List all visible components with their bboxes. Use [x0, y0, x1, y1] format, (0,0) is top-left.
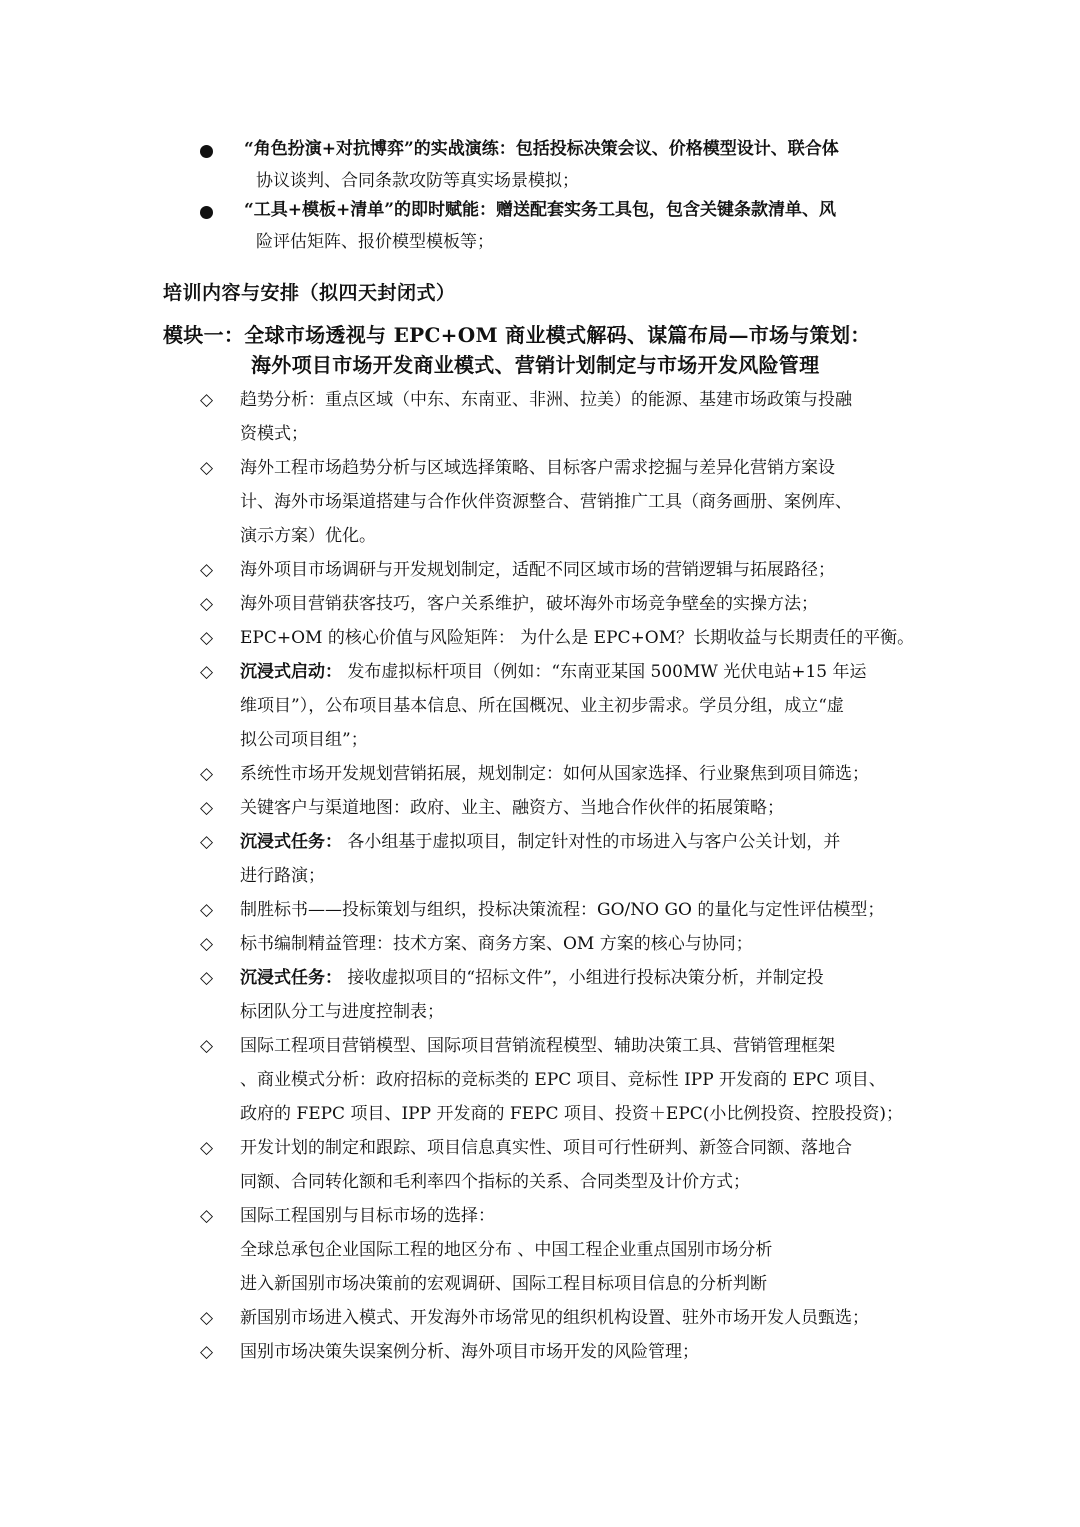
list-item	[200, 1199, 920, 1301]
item-line: 国际工程国别与目标市场的选择：	[240, 1206, 495, 1226]
diamond-bullet-icon: ◇	[200, 628, 214, 648]
diamond-bullet-icon: ◇	[200, 594, 214, 614]
item-line: 趋势分析：重点区域（中东、东南亚、非洲、拉美）的能源、基建市场政策与投融	[240, 390, 852, 410]
item-line: 制胜标书——投标策划与组织，投标决策流程：GO/NO GO 的量化与定性评估模型；	[240, 900, 885, 920]
module-title-line1: 模块一：全球市场透视与 EPC+OM 商业模式解码、谋篇布局—市场与策划：	[163, 323, 871, 347]
item-line: 拟公司项目组”；	[240, 730, 368, 750]
top-bullet-1	[200, 133, 920, 197]
list-item	[200, 451, 920, 553]
diamond-bullet-icon: ◇	[200, 764, 214, 784]
diamond-bullet-icon: ◇	[200, 934, 214, 954]
item-line: 系统性市场开发规划营销拓展，规划制定：如何从国家选择、行业聚焦到项目筛选；	[240, 764, 869, 784]
item-line: 国别市场决策失误案例分析、海外项目市场开发的风险管理；	[240, 1342, 699, 1362]
diamond-bullet-icon: ◇	[200, 1308, 214, 1328]
bullet-dot-icon	[200, 206, 213, 219]
item-line: 资模式；	[240, 424, 308, 444]
item-line: 政府的 FEPC 项目、IPP 开发商的 FEPC 项目、投资＋EPC(小比例投资、控股投资)；	[240, 1104, 904, 1124]
module-item-list	[200, 383, 920, 1369]
item-line: 海外工程市场趋势分析与区域选择策略、目标客户需求挖掘与差异化营销方案设	[240, 458, 835, 478]
list-item	[200, 1301, 920, 1335]
diamond-bullet-icon: ◇	[200, 662, 214, 682]
diamond-bullet-icon: ◇	[200, 1342, 214, 1362]
diamond-bullet-icon: ◇	[200, 390, 214, 410]
list-item	[200, 825, 920, 893]
item-lead: 沉浸式启动：	[240, 662, 342, 682]
item-line: 国际工程项目营销模型、国际项目营销流程模型、辅助决策工具、营销管理框架	[240, 1036, 835, 1056]
diamond-bullet-icon: ◇	[200, 1206, 214, 1226]
item-line: 新国别市场进入模式、开发海外市场常见的组织机构设置、驻外市场开发人员甄选；	[240, 1308, 869, 1328]
item-line: 进行路演；	[240, 866, 325, 886]
list-item	[200, 1029, 920, 1131]
item-line: 进入新国别市场决策前的宏观调研、国际工程目标项目信息的分析判断	[240, 1274, 767, 1294]
bullet-line: “工具+模板+清单”的即时赋能：赠送配套实务工具包，包含关键条款清单、风	[244, 200, 837, 220]
diamond-bullet-icon: ◇	[200, 832, 214, 852]
list-item	[200, 621, 920, 655]
list-item	[200, 893, 920, 927]
diamond-bullet-icon: ◇	[200, 560, 214, 580]
list-item	[200, 757, 920, 791]
bullet-line: 险评估矩阵、报价模型模板等；	[256, 232, 494, 252]
item-line: 、商业模式分析：政府招标的竞标类的 EPC 项目、竞标性 IPP 开发商的 EPC 项目、	[240, 1070, 886, 1090]
item-line: 计、海外市场渠道搭建与合作伙伴资源整合、营销推广工具（商务画册、案例库、	[240, 492, 852, 512]
item-line: 沉浸式任务： 接收虚拟项目的“招标文件”，小组进行投标决策分析，并制定投	[240, 968, 824, 988]
item-line: 沉浸式任务： 各小组基于虚拟项目，制定针对性的市场进入与客户公关计划，并	[240, 832, 841, 852]
item-line: 沉浸式启动： 发布虚拟标杆项目（例如：“东南亚某国 500MW 光伏电站+15 年运	[240, 662, 867, 682]
list-item	[200, 961, 920, 1029]
diamond-bullet-icon: ◇	[200, 458, 214, 478]
diamond-bullet-icon: ◇	[200, 900, 214, 920]
module-title-line2: 海外项目市场开发商业模式、营销计划制定与市场开发风险管理	[251, 353, 820, 377]
list-item	[200, 655, 920, 757]
list-item	[200, 383, 920, 451]
item-lead: 沉浸式任务：	[240, 968, 342, 988]
diamond-bullet-icon: ◇	[200, 798, 214, 818]
item-line: 开发计划的制定和跟踪、项目信息真实性、项目可行性研判、新签合同额、落地合	[240, 1138, 852, 1158]
module-title	[163, 320, 871, 380]
item-line: 海外项目市场调研与开发规划制定，适配不同区域市场的营销逻辑与拓展路径；	[240, 560, 835, 580]
diamond-bullet-icon: ◇	[200, 968, 214, 988]
item-line: 维项目”），公布项目基本信息、所在国概况、业主初步需求。学员分组，成立“虚	[240, 696, 844, 716]
diamond-bullet-icon: ◇	[200, 1036, 214, 1056]
item-line: 标书编制精益管理：技术方案、商务方案、OM 方案的核心与协同；	[240, 934, 753, 954]
item-line: 演示方案）优化。	[240, 526, 376, 546]
list-item	[200, 553, 920, 587]
diamond-bullet-icon: ◇	[200, 1138, 214, 1158]
item-lead: 沉浸式任务：	[240, 832, 342, 852]
item-line: 同额、合同转化额和毛利率四个指标的关系、合同类型及计价方式；	[240, 1172, 750, 1192]
bullet-line: “角色扮演+对抗博弈”的实战演练：包括投标决策会议、价格模型设计、联合体	[244, 139, 839, 159]
bullet-line: 协议谈判、合同条款攻防等真实场景模拟；	[256, 171, 579, 191]
item-line: 海外项目营销获客技巧，客户关系维护，破坏海外市场竞争壁垒的实操方法；	[240, 594, 818, 614]
list-item	[200, 1131, 920, 1199]
item-line: 全球总承包企业国际工程的地区分布 、中国工程企业重点国别市场分析	[240, 1240, 773, 1260]
item-line: EPC+OM 的核心价值与风险矩阵： 为什么是 EPC+OM？长期收益与长期责任的平衡。	[240, 628, 915, 648]
section-title: 培训内容与安排（拟四天封闭式）	[163, 282, 456, 304]
bullet-dot-icon	[200, 145, 213, 158]
item-line: 关键客户与渠道地图：政府、业主、融资方、当地合作伙伴的拓展策略；	[240, 798, 784, 818]
top-bullet-2	[200, 194, 920, 258]
list-item	[200, 1335, 920, 1369]
list-item	[200, 791, 920, 825]
item-line: 标团队分工与进度控制表；	[240, 1002, 444, 1022]
list-item	[200, 587, 920, 621]
list-item	[200, 927, 920, 961]
